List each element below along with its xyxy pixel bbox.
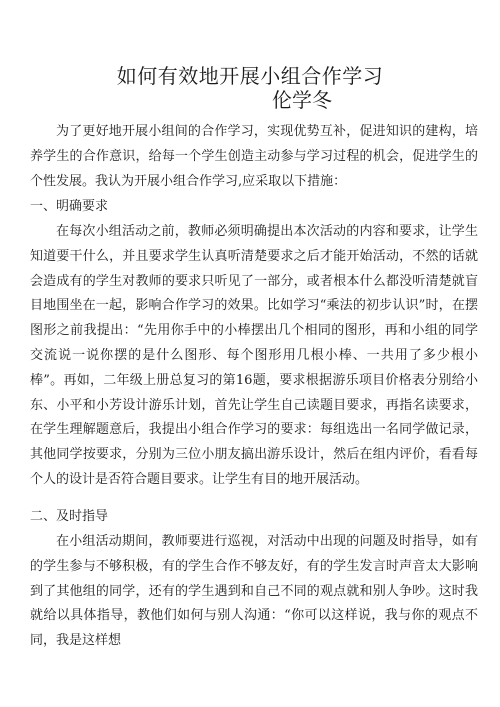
intro-paragraph: 为了更好地开展小组间的合作学习，实现优势互补，促进知识的建构，培养学生的合作意识，给每一个学生创造主动参与学习过程的机会，促进学生的个性发展。我认为开展小组合作学习,应采取以下措施：: [30, 124, 478, 189]
document-author: 伦学冬: [272, 88, 332, 112]
section-2-paragraph: 在小组活动期间，教师要进行巡视，对活动中出现的问题及时指导，如有的学生参与不够积极，有的学生合作不够友好，有的学生发言时声音太大影响到了其他组的同学，还有的学生遇到和自己不同的观点就和别人争吵。这时我就给以具体指导，教他们如何与别人沟通：“你可以这样说，我与你的观点不同，我是这样想: [30, 534, 478, 649]
section-1-heading: 一、明确要求: [30, 199, 109, 214]
section-1-paragraph: 在每次小组活动之前，教师必须明确提出本次活动的内容和要求，让学生知道要干什么，并且要求学生认真听清楚要求之后才能开始活动，不然的话就会造成有的学生对教师的要求只听见了一部分，或者根本什么都没听清楚就盲目地围坐在一起，影响合作学习的效果。比如学习“乘法的初步认识”时，在摆图形之前我提出：“先用你手中的小棒摆出几个相同的图形，再和小组的同学交流说一说你摆的是什么图形、每个图形用几根小棒、一共用了多少根小棒”。再如，二年级上册总复习的第16题，要求根据游乐项目价格表分别给小东、小平和小芳设计游乐计划，首先让学生自己读题目要求，再指名读要求，在学生理解题意后，我提出小组合作学习的要求：每组选出一名同学做记录，其他同学按要求，分别为三位小朋友搞出游乐设计，然后在组内评价，看看每个人的设计是否符合题目要求。让学生有目的地开展活动。: [30, 224, 478, 487]
document-title: 如何有效地开展小组合作学习: [116, 64, 384, 88]
section-2-heading: 二、及时指导: [30, 509, 109, 524]
